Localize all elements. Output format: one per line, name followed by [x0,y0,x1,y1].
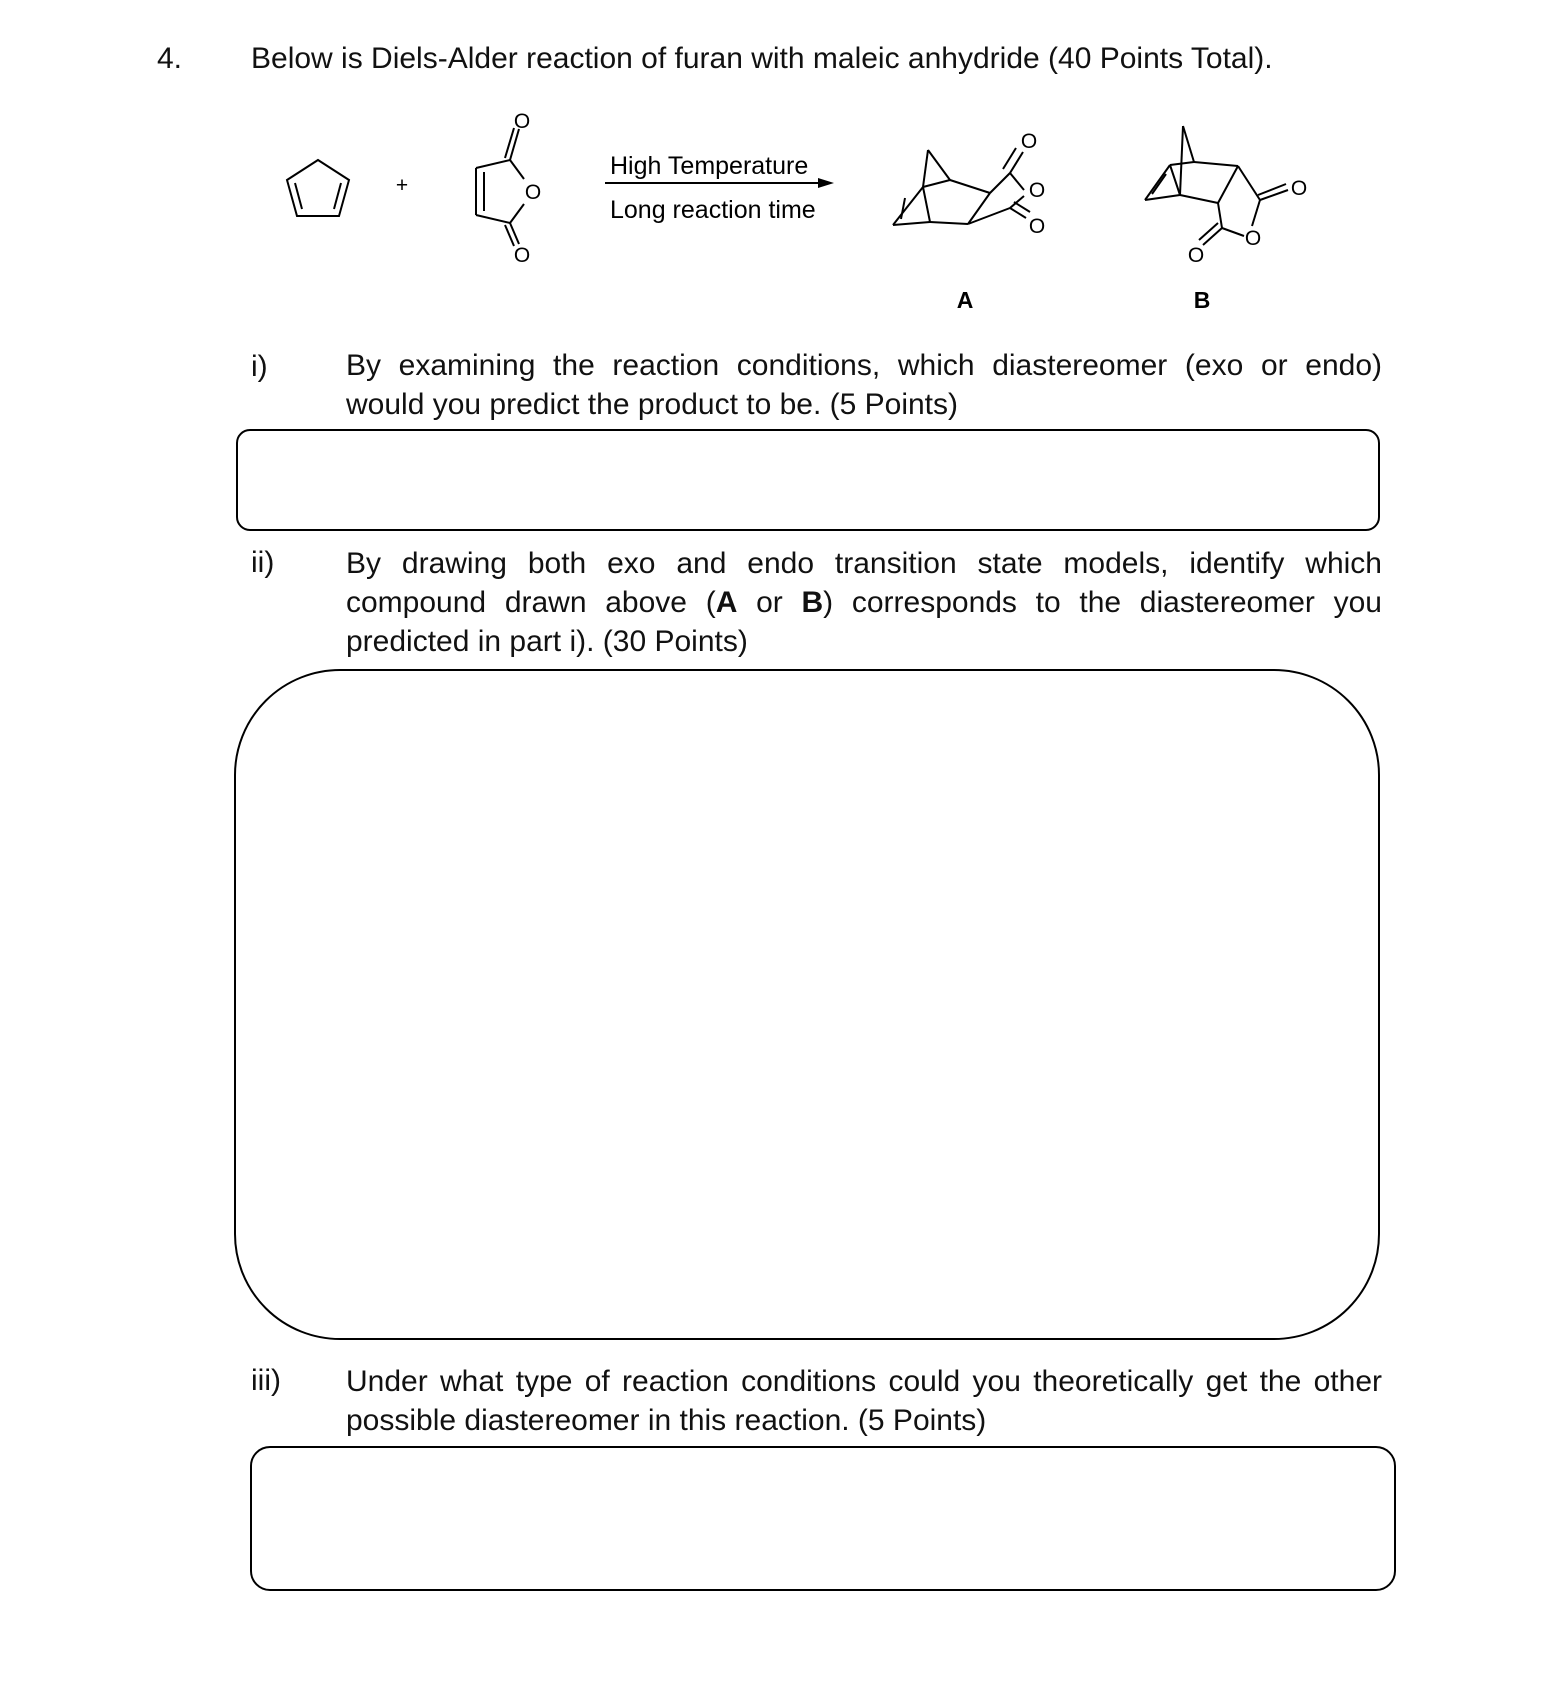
part-i-label: i) [251,350,268,383]
reaction-scheme [0,90,1565,320]
part-ii-question [346,544,1382,661]
reaction-arrowhead [818,178,834,188]
compound-label-a: A [956,287,974,313]
atom-label-o: O [1244,227,1262,250]
atom-label-o: O [1020,130,1038,153]
part-iii-question: Under what type of reaction conditions could you theoretically get the other possible diastereomer in this reaction. (5 Points) [346,1365,1382,1437]
product-b-structure [1145,126,1288,245]
atom-label-o: O [1028,215,1046,238]
part-ii-text-after: ) corresponds to the diastereomer you predicted in part i). (30 Points) [346,586,1382,658]
condition-top: High Temperature [610,152,809,180]
part-ii-text-before: By drawing both exo and endo transition state models, identify which compound drawn above ( [346,547,1382,619]
compound-ref-a: A [715,586,738,619]
part-iii-label: iii) [251,1364,281,1397]
maleic-anhydride-structure [476,128,524,246]
question-number: 4. [157,42,183,75]
atom-label-o: O [513,244,531,267]
part-ii-label: ii) [251,546,275,579]
question-title: Below is Diels-Alder reaction of furan with maleic anhydride (40 Points Total). [251,42,1273,75]
part-i-question: By examining the reaction conditions, which diastereomer (exo or endo) would you predict the product to be. (5 Points) [346,349,1382,421]
atom-label-o: O [524,181,542,204]
product-a-structure [893,148,1030,225]
diene-ring-structure [287,160,349,216]
atom-label-o: O [1187,244,1205,267]
part-iii-answer-box[interactable] [250,1446,1396,1591]
atom-label-o: O [1290,177,1308,200]
part-i-answer-box[interactable] [236,429,1380,531]
part-ii-text-or: or [737,586,802,619]
atom-label-o: O [1028,179,1046,202]
plus-sign: + [395,174,409,197]
atom-label-o: O [513,110,531,133]
compound-label-b: B [1193,287,1211,313]
compound-ref-b: B [801,586,824,619]
condition-bottom: Long reaction time [610,196,816,224]
part-ii-answer-box[interactable] [234,669,1380,1340]
